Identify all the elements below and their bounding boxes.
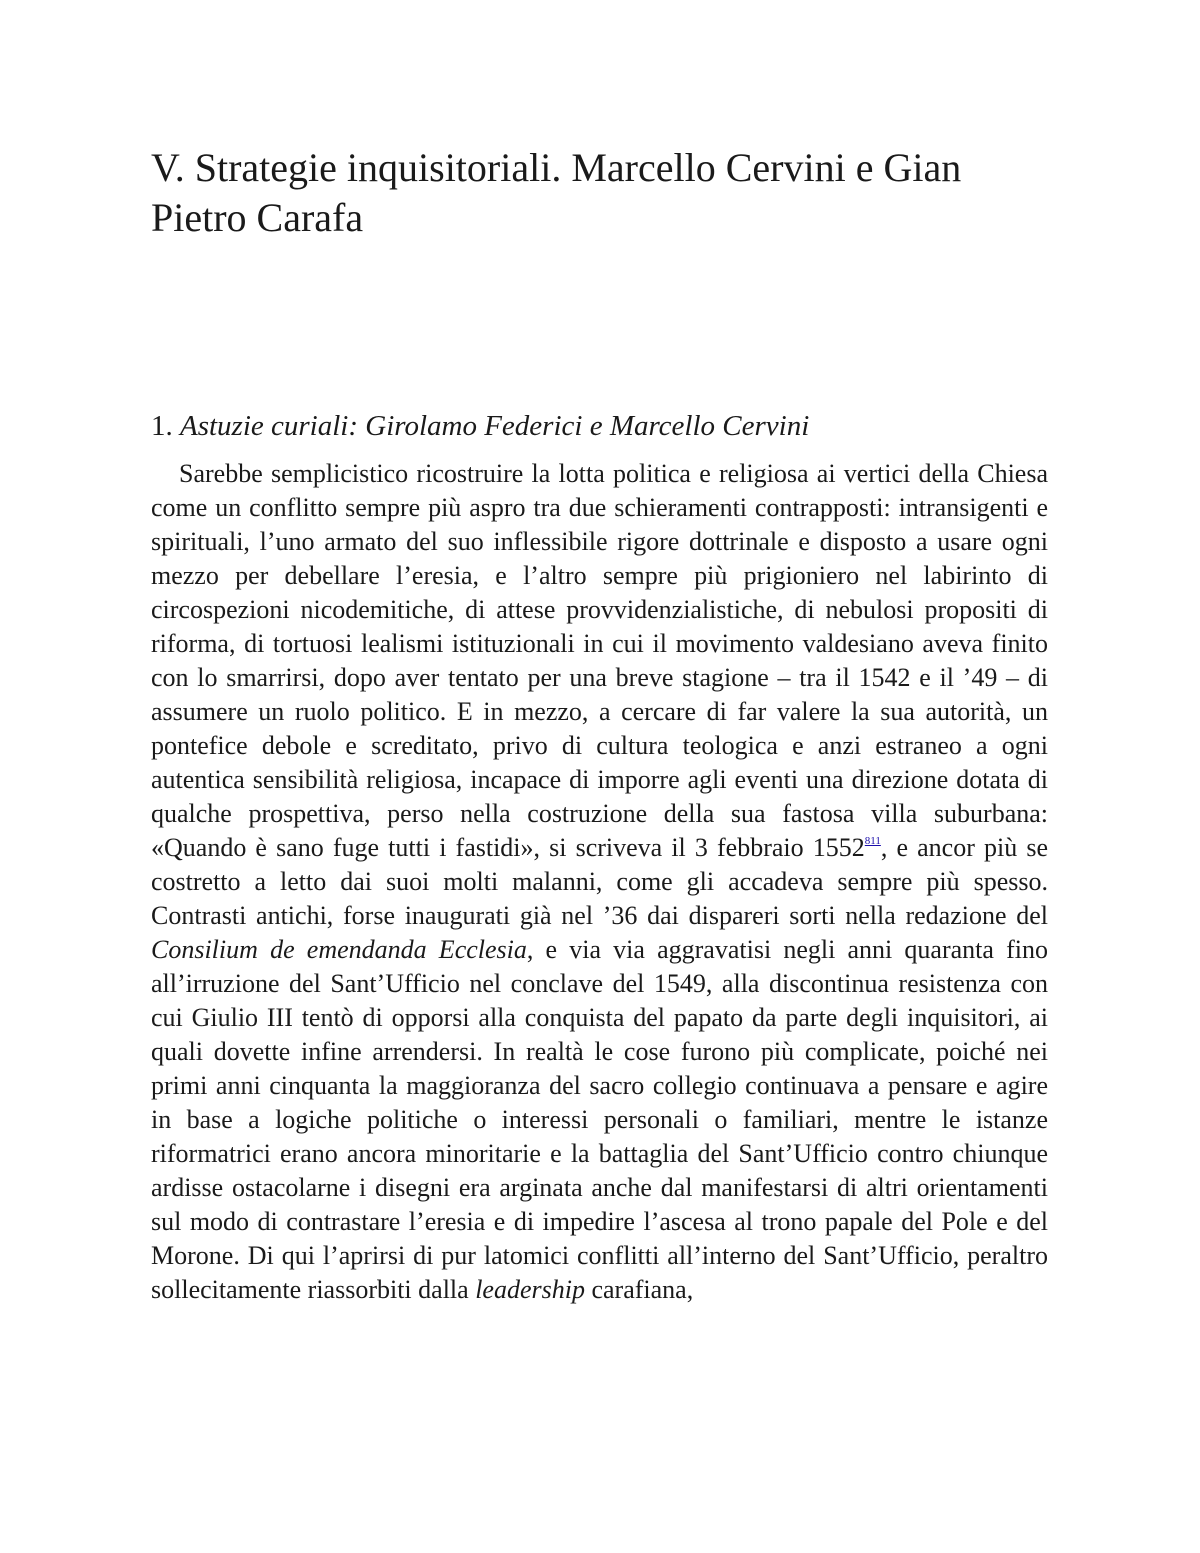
paragraph-text-1: Sarebbe semplicistico ricostruire la lotta politica e religiosa ai vertici della Chiesa come un conflitto sempre più aspro tra due schieramenti contrapposti: intransigenti e spirituali, l’uno armato del suo inflessibile rigore dottrinale e disposto a usare ogni mezzo per debellare l’eresia, e l’altro sempre più prigioniero nel labirinto di circospezioni nicodemitiche, di attese provvidenzialistiche, di nebulosi propositi di riforma, di tortuosi lealismi istituzionali in cui il movimento valdesiano aveva finito con lo smarrirsi, dopo aver tentato per una breve stagione – tra il 1542 e il ’49 – di assumere un ruolo politico. E in mezzo, a cercare di far valere la sua autorità, un pontefice debole e screditato, privo di cultura teologica e anzi estraneo a ogni autentica sensibilità religiosa, incapace di imporre agli eventi una direzione dotata di qualche prospettiva, perso nella costruzione della sua fastosa villa suburbana: «Quando è sano fuge tutti i fastidi», si scriveva il 3 febbraio 1552: [151, 459, 1048, 862]
body-paragraph: [151, 457, 1048, 1307]
section-heading: [151, 409, 1048, 443]
section-number: 1.: [151, 410, 173, 442]
italic-title-consilium: Consilium de emendanda Ecclesia: [151, 935, 527, 964]
footnote-link[interactable]: 811: [864, 835, 881, 847]
italic-term-leadership: leadership: [475, 1275, 585, 1304]
section-title: Astuzie curiali: Girolamo Federici e Marcello Cervini: [180, 410, 810, 442]
paragraph-text-4: carafiana,: [584, 1275, 694, 1304]
chapter-title: V. Strategie inquisitoriali. Marcello Cervini e Gian Pietro Carafa: [151, 145, 962, 240]
paragraph-text-3: , e via via aggravatisi negli anni quaranta fino all’irruzione del Sant’Ufficio nel conclave del 1549, alla discontinua resistenza con cui Giulio III tentò di opporsi alla conquista del papato da parte degli inquisitori, ai quali dovette infine arrendersi. In realtà le cose furono più complicate, poiché nei primi anni cinquanta la maggioranza del sacro collegio continuava a pensare e agire in base a logiche politiche o interessi personali o familiari, mentre le istanze riformatrici erano ancora minoritarie e la battaglia del Sant’Ufficio contro chiunque ardisse ostacolarne i disegni era arginata anche dal manifestarsi di altri orientamenti sul modo di contrastare l’eresia e di impedire l’ascesa al trono papale del Pole e del Morone. Di qui l’aprirsi di pur latomici conflitti all’interno del Sant’Ufficio, peraltro sollecitamente riassorbiti dalla: [151, 935, 1048, 1304]
paragraph-text-2: , e ancor più se costretto a letto dai suoi molti malanni, come gli accadeva sempre più spesso. Contrasti antichi, forse inaugurati già nel ’36 dai dispareri sorti nella redazione del: [151, 833, 1048, 930]
